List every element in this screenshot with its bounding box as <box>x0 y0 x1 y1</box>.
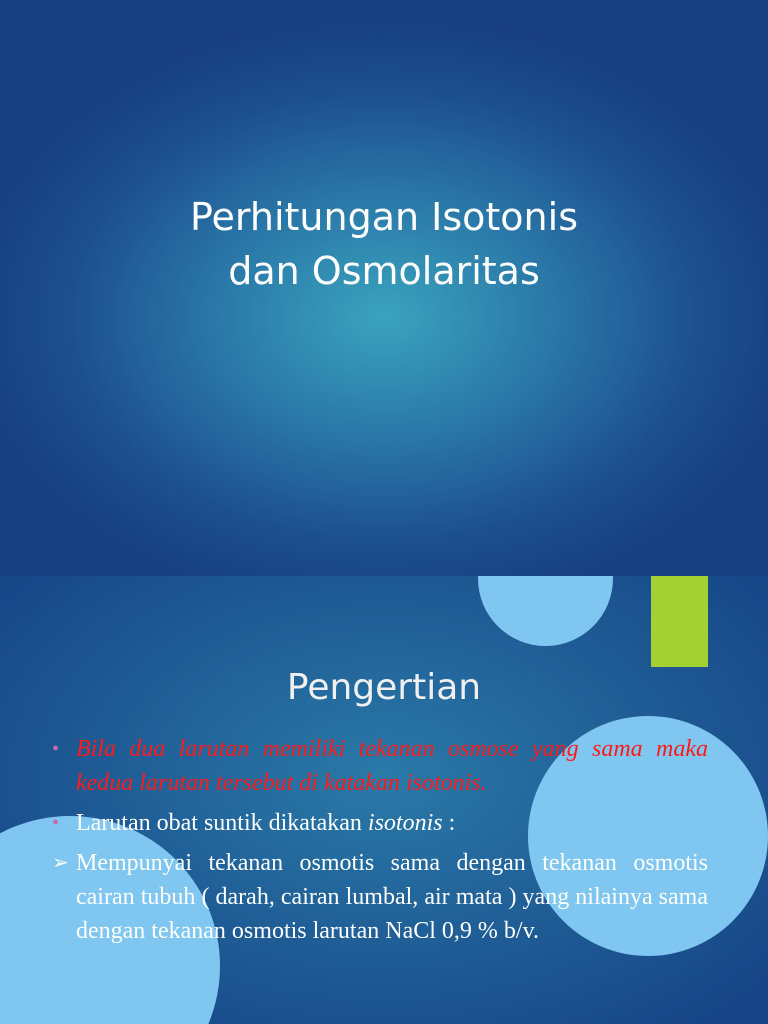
bullet-item-1 <box>52 732 708 800</box>
accent-bar <box>651 576 708 667</box>
bullet-text-2-after: : <box>442 810 456 836</box>
title-line-2: dan Osmolaritas <box>228 249 540 293</box>
title-line-1: Perhitungan Isotonis <box>189 195 578 239</box>
slide-title-heading <box>0 190 768 298</box>
slide-pengertian <box>0 576 768 1024</box>
bullet-text-2-before: Larutan obat suntik dikatakan <box>76 810 368 836</box>
bullet-text-2-italic: isotonis <box>367 810 443 836</box>
decorative-circle-top <box>478 576 613 646</box>
arrow-bullet-icon: ➢ <box>52 852 69 874</box>
bullet-dot-icon: • <box>52 738 60 760</box>
bullet-list <box>52 732 708 954</box>
bullet-item-2 <box>52 806 708 840</box>
bullet-text-1: Bila dua larutan memiliki tekanan osmose yang sama maka kedua larutan tersebut di katakan isotonis. <box>76 736 708 796</box>
section-title: Pengertian <box>286 667 482 708</box>
bullet-item-3 <box>52 846 708 948</box>
bullet-text-3: Mempunyai tekanan osmotis sama dengan tekanan osmotis cairan tubuh ( darah, cairan lumbal, air mata ) yang nilainya sama dengan tekanan osmotis larutan NaCl 0,9 % b/v. <box>76 850 708 944</box>
bullet-dot-icon: • <box>52 812 60 834</box>
